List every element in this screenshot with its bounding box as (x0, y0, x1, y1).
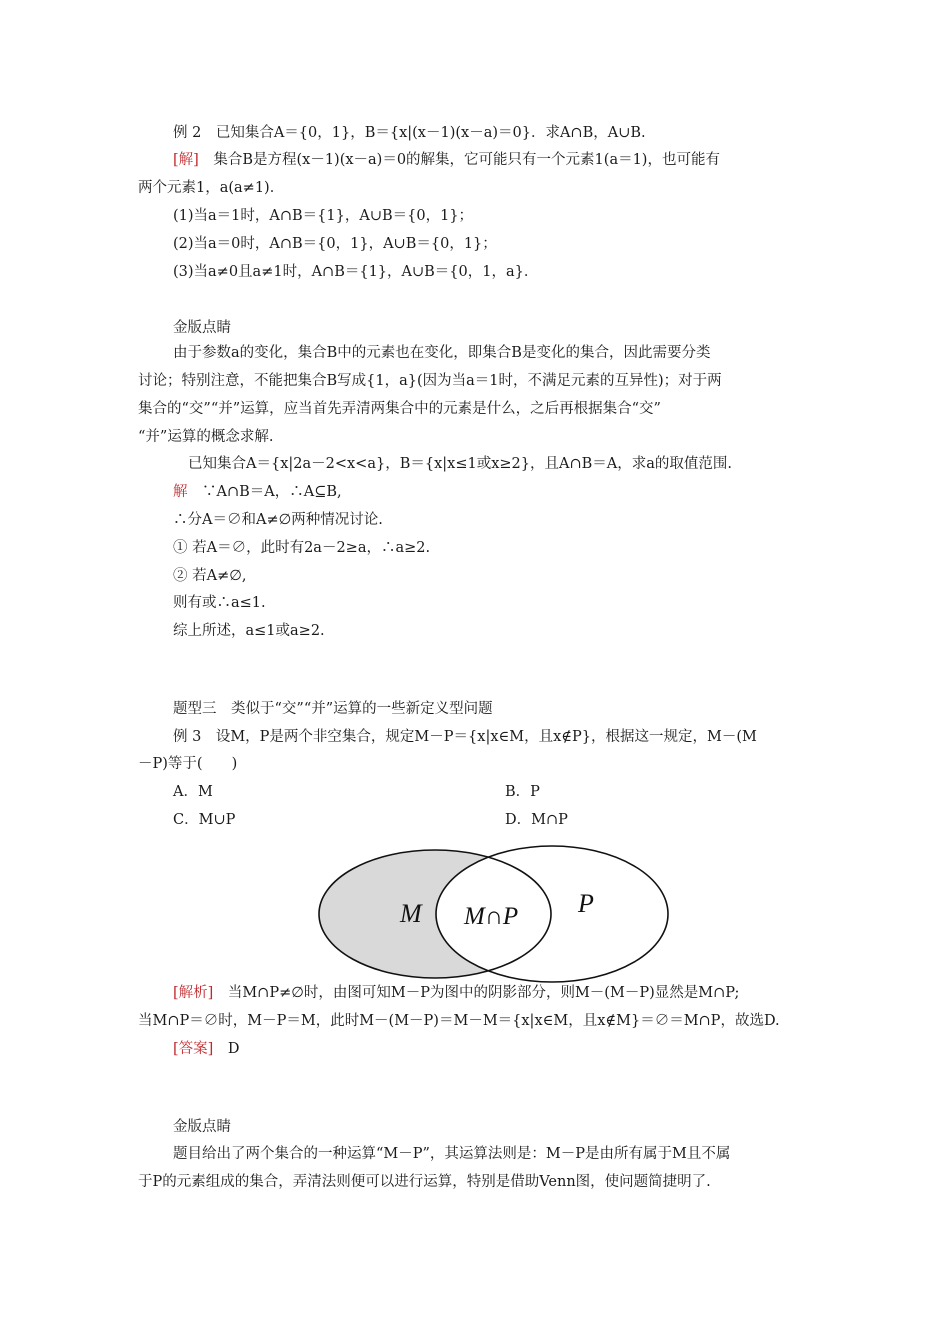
answer-tag: [答案] (173, 1041, 214, 1057)
practice-solution-line6: 综上所述，a≤1或a≥2. (173, 623, 325, 639)
option-d: D．M∩P (505, 812, 568, 828)
practice-solution-line4: ② 若A≠∅, (173, 568, 247, 584)
practice-question: 已知集合A＝{x|2a－2<x<a}，B＝{x|x≤1或x≥2}，且A∩B＝A，求a的取值范围. (188, 456, 732, 472)
practice-solution-tag: 解 (173, 484, 188, 500)
example2-case1: (1)当a＝1时，A∩B＝{1}，A∪B＝{0，1}； (173, 208, 474, 224)
solution-text: 集合B是方程(x－1)(x－a)＝0的解集，它可能只有一个元素1(a＝1)，也可能有 (198, 152, 720, 168)
example2-case2: (2)当a＝0时，A∩B＝{0，1}，A∪B＝{0，1}； (173, 236, 497, 252)
venn-diagram (312, 840, 682, 988)
note2-line1: 题目给出了两个集合的一种运算“M－P”，其运算法则是：M－P是由所有属于M且不属 (173, 1146, 731, 1162)
example2-solution-line1 (173, 150, 720, 170)
note2-line2: 于P的元素组成的集合，弄清法则便可以进行运算，特别是借助Venn图，使问题简捷明了. (138, 1174, 711, 1190)
analysis-line1 (173, 983, 739, 1003)
example2-case3: (3)当a≠0且a≠1时，A∩B＝{1}，A∪B＝{0，1，a}． (173, 264, 539, 280)
answer-line (173, 1039, 239, 1059)
example2-solution-line2: 两个元素1，a(a≠1)． (138, 180, 285, 196)
venn-label-p: P (578, 889, 594, 918)
note1-line4: “并”运算的概念求解. (138, 429, 274, 445)
practice-solution-line1 (173, 482, 342, 502)
solution-tag: [解] (173, 152, 199, 168)
note1-title: 金版点睛 (173, 320, 231, 336)
analysis-line2: 当M∩P＝∅时，M－P＝M，此时M－(M－P)＝M－M＝{x|x∈M，且x∉M}＝∅＝M∩P，故选D. (138, 1013, 780, 1029)
note1-line3: 集合的“交”“并”运算，应当首先弄清两集合中的元素是什么，之后再根据集合“交” (138, 401, 661, 417)
practice-solution-line2: ∴分A＝∅和A≠∅两种情况讨论. (173, 512, 383, 528)
venn-label-intersection: M∩P (464, 903, 519, 930)
option-c: C．M∪P (173, 812, 236, 828)
analysis-text1: 当M∩P≠∅时，由图可知M－P为图中的阴影部分，则M－(M－P)显然是M∩P; (213, 985, 740, 1001)
practice-solution-text: ∵A∩B＝A，∴A⊆B, (187, 484, 342, 500)
analysis-tag: [解析] (173, 985, 214, 1001)
note1-line2: 讨论；特别注意，不能把集合B写成{1，a}(因为当a＝1时，不满足元素的互异性)；对于两 (138, 373, 722, 389)
example3-question-line1: 例 3 设M，P是两个非空集合，规定M－P＝{x|x∈M，且x∉P}，根据这一规定，M－(M (173, 729, 757, 745)
type3-title: 题型三 类似于“交”“并”运算的一些新定义型问题 (173, 701, 493, 717)
example2-question: 例 2 已知集合A＝{0，1}，B＝{x|(x－1)(x－a)＝0}．求A∩B，A∪B. (173, 125, 646, 141)
note1-line1: 由于参数a的变化，集合B中的元素也在变化，即集合B是变化的集合，因此需要分类 (173, 345, 711, 361)
answer-text: D (213, 1041, 240, 1057)
practice-solution-line5: 则有或∴a≤1. (173, 595, 266, 611)
option-a: A．M (173, 784, 213, 800)
option-b: B．P (505, 784, 540, 800)
example3-question-line2: －P)等于( ) (138, 756, 238, 772)
venn-label-m: M (400, 899, 422, 928)
practice-solution-line3: ① 若A＝∅，此时有2a－2≥a，∴a≥2. (173, 540, 431, 556)
note2-title: 金版点睛 (173, 1119, 231, 1135)
